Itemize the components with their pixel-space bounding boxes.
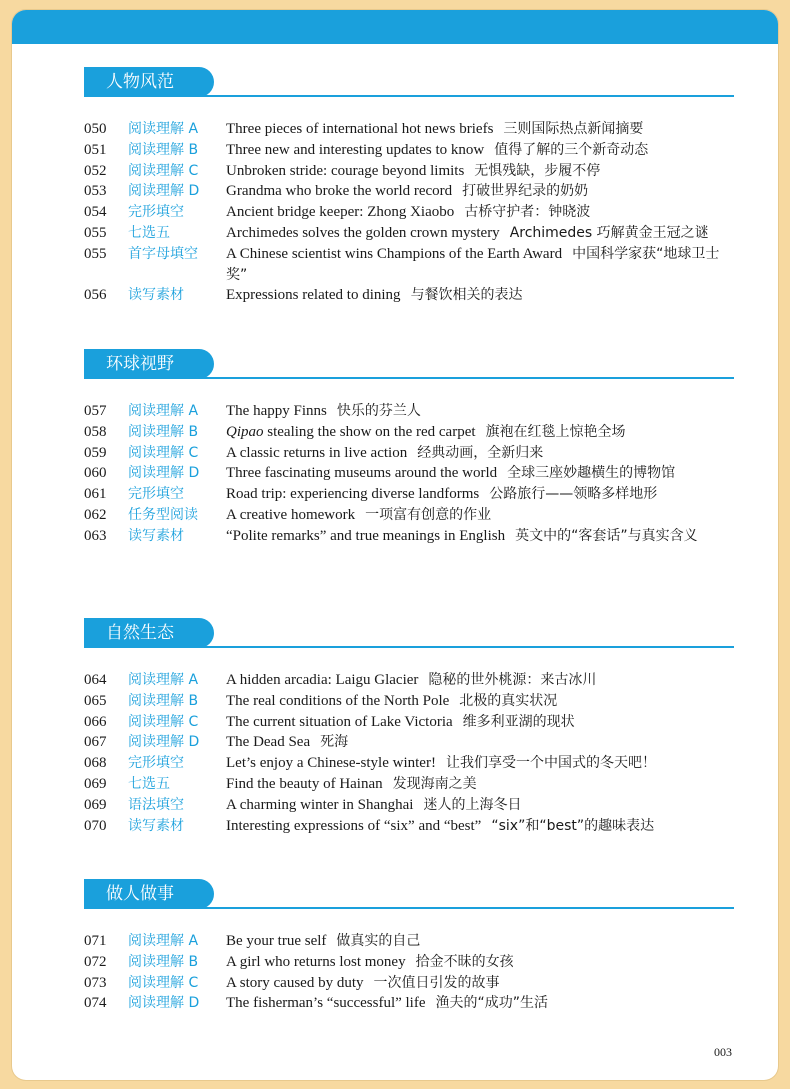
entry-title [226,119,734,140]
entry-title-zh: 打破世界纪录的奶奶 [462,183,589,200]
entry-page-number: 067 [84,734,107,751]
entry-page-number: 053 [84,183,107,200]
entry-title-en: Three fascinating museums around the world [226,465,498,482]
entry-page-number: 069 [84,775,107,792]
entry-title-zh: 渔夫的“成功”生活 [435,995,549,1012]
entry-title-zh: 三则国际热点新闻摘要 [503,121,644,137]
entry-title [226,795,734,816]
entry-type: 阅读理解 D [128,734,200,751]
toc-entry[interactable] [84,422,734,443]
toc-entry[interactable] [84,484,734,505]
entry-title-zh: 中国科学家获“地球卫士奖” [226,245,720,283]
entry-page-number: 056 [84,287,107,304]
entry-type: 读写素材 [128,287,184,304]
entry-title-en: A girl who returns lost money [226,953,406,970]
toc-entry[interactable] [84,774,734,795]
entry-title-zh: 一项富有创意的作业 [365,506,492,523]
entry-title-zh: 做真实的自己 [336,933,421,949]
toc-entry[interactable] [84,712,734,733]
entry-type: 首字母填空 [128,245,198,262]
entry-title-zh: 快乐的芬兰人 [336,403,421,419]
entry-title [226,443,734,464]
entry-title-zh: 维多利亚湖的现状 [462,713,575,730]
entry-page-number: 069 [84,796,107,813]
toc-entry[interactable] [84,401,734,422]
entry-title-en: A classic returns in live action [226,444,408,461]
entry-title [226,401,734,422]
toc-entry[interactable] [84,223,734,244]
toc-entry[interactable] [84,753,734,774]
entry-type: 阅读理解 B [128,141,199,158]
entry-title-en: Expressions related to dining [226,287,401,304]
entry-title-en: Three new and interesting updates to know [226,141,485,158]
entry-title-en: Interesting expressions of “six” and “best” [226,817,482,834]
entry-title-en: The Dead Sea [226,734,311,751]
toc-entry[interactable] [84,952,734,973]
entry-title-en: A creative homework [226,506,356,523]
entry-title [226,285,734,306]
toc-entry[interactable] [84,463,734,484]
section-4 [84,879,734,1014]
entry-type: 阅读理解 A [128,403,199,419]
entry-title [226,181,734,202]
toc-entry[interactable] [84,670,734,691]
entry-page-number: 059 [84,444,107,461]
entry-page-number: 065 [84,692,107,709]
entry-title-en: Be your true self [226,933,327,949]
entry-page-number: 070 [84,817,107,834]
toc-entry[interactable] [84,973,734,994]
toc-entry[interactable] [84,505,734,526]
section-title: 人物风范 [84,67,214,97]
toc-entry[interactable] [84,244,734,286]
section-rule [84,377,734,379]
entry-title-en: Archimedes solves the golden crown mystery [226,224,500,241]
entry-title-en: Ancient bridge keeper: Zhong Xiaobo [226,204,455,221]
entry-type: 阅读理解 B [128,692,199,709]
entry-title [226,505,734,526]
entry-title-zh: Archimedes 巧解黄金王冠之谜 [509,224,709,241]
section-header [84,349,734,383]
section-header [84,879,734,913]
entry-title [226,526,734,547]
top-banner [12,10,778,44]
entry-list [84,931,734,1014]
entry-title-zh: 与餐饮相关的表达 [410,287,523,304]
entry-title-en: The happy Finns [226,403,327,419]
entry-page-number: 064 [84,672,107,688]
entry-title-en: Road trip: experiencing diverse landforms [226,486,480,503]
entry-title-zh: 古桥守护者：钟晓波 [464,204,591,221]
entry-title-zh: 一次值日引发的故事 [373,974,500,991]
entry-type: 阅读理解 A [128,933,199,949]
entry-type: 完形填空 [128,755,184,772]
section-rule [84,646,734,648]
entry-page-number: 071 [84,933,107,949]
entry-type: 七选五 [128,224,170,241]
entry-title-zh: 值得了解的三个新奇动态 [494,141,649,158]
entry-type: 读写素材 [128,817,184,834]
toc-entry[interactable] [84,732,734,753]
entry-type: 阅读理解 C [128,974,199,991]
entry-title [226,691,734,712]
entry-title [226,463,734,484]
entry-page-number: 052 [84,162,107,179]
entry-title-en: Unbroken stride: courage beyond limits [226,162,465,179]
entry-page-number: 055 [84,245,107,262]
entry-page-number: 061 [84,486,107,503]
entry-page-number: 054 [84,204,107,221]
entry-type: 阅读理解 C [128,162,199,179]
toc-entry[interactable] [84,285,734,306]
entry-title-en: Grandma who broke the world record [226,183,453,200]
entry-title [226,140,734,161]
entry-type: 阅读理解 D [128,183,200,200]
entry-title-en: Three pieces of international hot news briefs [226,121,494,137]
entry-title [226,422,734,443]
entry-page-number: 058 [84,423,107,440]
entry-title [226,161,734,182]
page-number: 003 [714,1045,732,1059]
entry-title [226,952,734,973]
entry-page-number: 074 [84,995,107,1012]
entry-type: 阅读理解 C [128,444,199,461]
page [12,10,778,1080]
toc-entry[interactable] [84,202,734,223]
toc-entry[interactable] [84,181,734,202]
entry-type: 阅读理解 D [128,995,200,1012]
entry-title-en: Let’s enjoy a Chinese-style winter! [226,755,436,772]
entry-type: 阅读理解 D [128,465,200,482]
entry-title [226,973,734,994]
entry-page-number: 051 [84,141,107,158]
entry-type: 阅读理解 C [128,713,199,730]
entry-type: 阅读理解 B [128,423,199,440]
entry-title-en: A charming winter in Shanghai [226,796,414,813]
entry-title-en: A hidden arcadia: Laigu Glacier [226,672,419,688]
section-title: 环球视野 [84,349,214,379]
entry-page-number: 068 [84,755,107,772]
entry-page-number: 062 [84,506,107,523]
entry-list [84,401,734,547]
entry-title [226,816,734,837]
entry-title-zh: 全球三座妙趣横生的博物馆 [507,465,676,482]
section-header [84,67,734,101]
entry-title-zh: “six”和“best”的趣味表达 [491,817,655,834]
section-3 [84,618,734,836]
toc-entry[interactable] [84,816,734,837]
toc-entry[interactable] [84,691,734,712]
section-rule [84,907,734,909]
entry-title-en: A Chinese scientist wins Champions of the Earth Award [226,245,563,262]
toc-entry[interactable] [84,161,734,182]
entry-title-zh: 旗袍在红毯上惊艳全场 [485,423,626,440]
entry-type: 阅读理解 A [128,121,199,137]
entry-page-number: 073 [84,974,107,991]
entry-type: 读写素材 [128,527,184,544]
entry-title-zh: 经典动画，全新归来 [417,444,544,461]
entry-title-en: Find the beauty of Hainan [226,775,383,792]
entry-page-number: 060 [84,465,107,482]
section-rule [84,95,734,97]
toc-entry[interactable] [84,526,734,547]
entry-title-en: The real conditions of the North Pole [226,692,450,709]
toc-entry[interactable] [84,119,734,140]
entry-title-zh: 隐秘的世外桃源：来古冰川 [428,672,597,688]
entry-title-en: “Polite remarks” and true meanings in English [226,527,506,544]
entry-title-zh: 让我们享受一个中国式的冬天吧！ [445,755,656,772]
entry-page-number: 050 [84,121,107,137]
toc-entry[interactable] [84,795,734,816]
toc-entry[interactable] [84,993,734,1014]
entry-page-number: 066 [84,713,107,730]
entry-type: 语法填空 [128,796,184,813]
section-title: 做人做事 [84,879,214,909]
entry-title-zh: 北极的真实状况 [459,692,558,709]
entry-type: 完形填空 [128,204,184,221]
entry-title [226,670,734,691]
entry-page-number: 057 [84,403,107,419]
entry-title-en: The current situation of Lake Victoria [226,713,453,730]
entry-list [84,119,734,306]
entry-title-zh: 英文中的“客套话”与真实含义 [515,527,698,544]
toc-entry[interactable] [84,140,734,161]
entry-type: 阅读理解 A [128,672,199,688]
entry-title [226,931,734,952]
entry-type: 任务型阅读 [128,506,198,523]
section-header [84,618,734,652]
entry-title-zh: 无惧残缺，步履不停 [474,162,601,179]
entry-page-number: 072 [84,953,107,970]
entry-title [226,753,734,774]
entry-type: 阅读理解 B [128,953,199,970]
entry-title-en: A story caused by duty [226,974,364,991]
entry-page-number: 063 [84,527,107,544]
entry-title-zh: 发现海南之美 [392,775,477,792]
entry-title [226,202,734,223]
entry-type: 完形填空 [128,486,184,503]
entry-list [84,670,734,836]
toc-entry[interactable] [84,443,734,464]
entry-title [226,774,734,795]
entry-title-zh: 公路旅行——领略多样地形 [489,486,658,503]
entry-title-zh: 迷人的上海冬日 [423,796,522,813]
entry-title [226,223,734,244]
section-1 [84,67,734,306]
section-title: 自然生态 [84,618,214,648]
entry-title-zh: 拾金不昧的女孩 [415,953,514,970]
entry-title [226,712,734,733]
entry-type: 七选五 [128,775,170,792]
entry-title-en: Qipao stealing the show on the red carpet [226,423,476,440]
entry-title [226,484,734,505]
entry-title [226,732,734,753]
entry-title-en: The fisherman’s “successful” life [226,995,426,1012]
section-2 [84,349,734,547]
entry-title [226,993,734,1014]
toc-entry[interactable] [84,931,734,952]
entry-page-number: 055 [84,224,107,241]
entry-title-zh: 死海 [320,734,349,751]
entry-title [226,244,734,286]
